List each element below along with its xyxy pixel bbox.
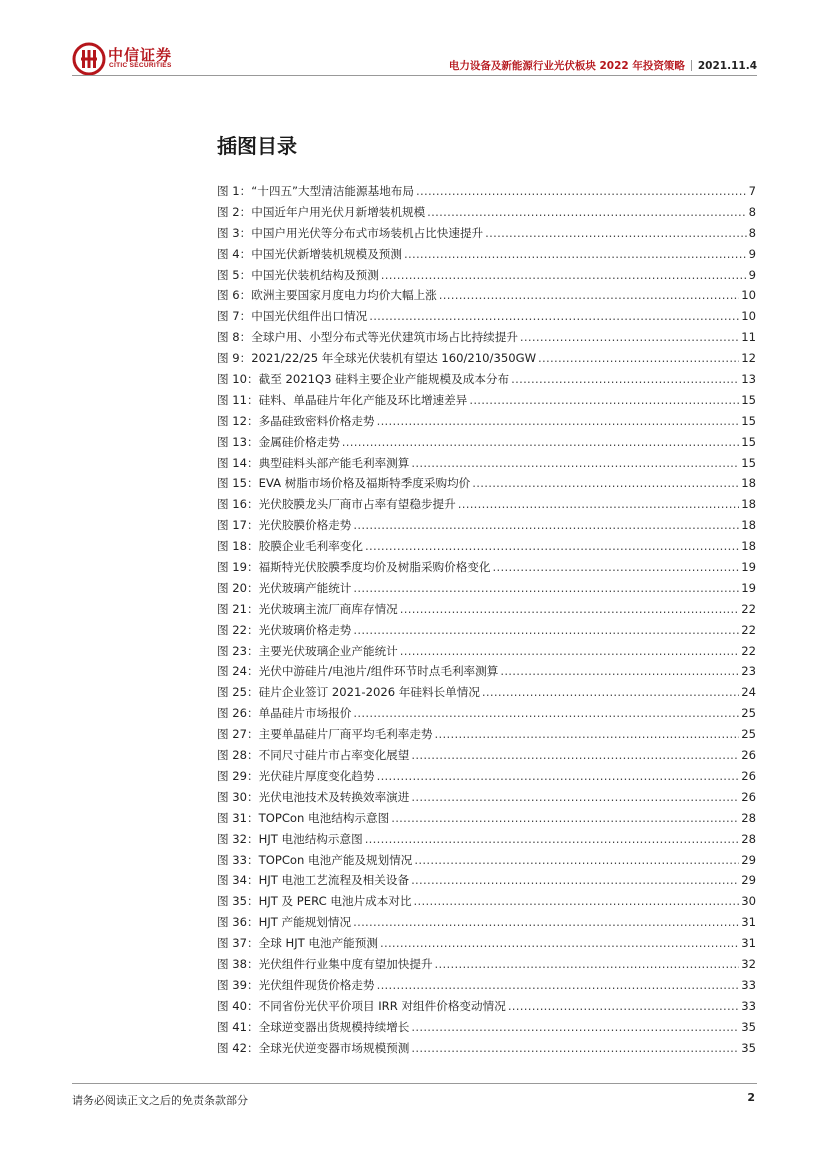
toc-entry-page: 18 xyxy=(741,497,756,512)
toc-entry-title: 图 36：HJT 产能规划情况 xyxy=(217,915,352,930)
toc-leader-dots xyxy=(411,1041,739,1055)
toc-entry-page: 22 xyxy=(741,601,756,616)
toc-entry-title: 图 6：欧洲主要国家月度电力均价大幅上涨 xyxy=(217,288,437,303)
toc-entry-page: 26 xyxy=(741,789,756,804)
toc-leader-dots xyxy=(485,226,746,240)
report-header xyxy=(449,58,757,73)
toc-entry[interactable] xyxy=(217,413,756,434)
toc-entry-page: 29 xyxy=(741,852,756,867)
toc-entry-page: 23 xyxy=(741,664,756,679)
toc-entry-page: 15 xyxy=(741,392,756,407)
toc-leader-dots xyxy=(411,873,739,887)
toc-entry[interactable] xyxy=(217,559,756,580)
toc-entry-title: 图 5：中国光伏装机结构及预测 xyxy=(217,267,379,282)
toc-leader-dots xyxy=(439,288,739,302)
toc-leader-dots xyxy=(500,664,739,678)
toc-entry-title: 图 7：中国光伏组件出口情况 xyxy=(217,309,368,324)
toc-entry-title: 图 31：TOPCon 电池结构示意图 xyxy=(217,810,390,825)
toc-leader-dots xyxy=(414,853,739,867)
toc-entry-page: 19 xyxy=(741,580,756,595)
header-divider xyxy=(691,60,692,71)
toc-entry-page: 9 xyxy=(748,246,756,261)
toc-leader-dots xyxy=(538,351,739,365)
toc-entry[interactable] xyxy=(217,977,756,998)
toc-entry[interactable] xyxy=(217,371,756,392)
section-title: 插图目录 xyxy=(217,134,297,158)
toc-leader-dots xyxy=(377,414,740,428)
toc-leader-dots xyxy=(404,247,747,261)
toc-entry-title: 图 40：不同省份光伏平价项目 IRR 对组件价格变动情况 xyxy=(217,998,506,1013)
toc-entry-title: 图 21：光伏玻璃主流厂商库存情况 xyxy=(217,601,398,616)
toc-leader-dots xyxy=(416,184,747,198)
toc-entry-page: 31 xyxy=(741,936,756,951)
toc-entry-title: 图 39：光伏组件现货价格走势 xyxy=(217,977,375,992)
toc-entry[interactable] xyxy=(217,329,756,350)
toc-leader-dots xyxy=(365,539,739,553)
toc-leader-dots xyxy=(353,706,739,720)
toc-entry-title: 图 11：硅料、单晶硅片年化产能及环比增速差异 xyxy=(217,392,468,407)
toc-entry-page: 8 xyxy=(748,225,756,240)
toc-entry-title: 图 32：HJT 电池结构示意图 xyxy=(217,831,363,846)
toc-leader-dots xyxy=(482,685,739,699)
toc-entry-page: 33 xyxy=(741,977,756,992)
toc-entry-title: 图 8：全球户用、小型分布式等光伏建筑市场占比持续提升 xyxy=(217,330,518,345)
toc-entry-title: 图 17：光伏胶膜价格走势 xyxy=(217,518,352,533)
toc-entry-page: 25 xyxy=(741,706,756,721)
toc-entry[interactable] xyxy=(217,998,756,1019)
toc-entry-page: 26 xyxy=(741,748,756,763)
toc-leader-dots xyxy=(353,581,739,595)
toc-leader-dots xyxy=(377,769,740,783)
toc-leader-dots xyxy=(353,915,739,929)
citic-logo xyxy=(72,42,192,82)
toc-entry-page: 28 xyxy=(741,831,756,846)
toc-leader-dots xyxy=(411,748,739,762)
toc-leader-dots xyxy=(508,999,739,1013)
toc-entry-title: 图 37：全球 HJT 电池产能预测 xyxy=(217,936,378,951)
toc-entry[interactable] xyxy=(217,935,756,956)
logo-english-name: CITIC SECURITIES xyxy=(109,62,172,69)
toc-entry[interactable] xyxy=(217,350,756,371)
toc-entry-page: 26 xyxy=(741,768,756,783)
toc-entry[interactable] xyxy=(217,789,756,810)
toc-entry-page: 12 xyxy=(741,351,756,366)
toc-leader-dots xyxy=(472,476,739,490)
toc-leader-dots xyxy=(342,435,739,449)
toc-entry-title: 图 10：截至 2021Q3 硅料主要企业产能规模及成本分布 xyxy=(217,372,510,387)
toc-entry[interactable] xyxy=(217,225,756,246)
toc-entry[interactable] xyxy=(217,455,756,476)
toc-entry-title: 图 19：福斯特光伏胶膜季度均价及树脂采购价格变化 xyxy=(217,560,491,575)
toc-leader-dots xyxy=(469,393,739,407)
toc-leader-dots xyxy=(511,372,739,386)
toc-leader-dots xyxy=(380,936,739,950)
toc-entry-title: 图 38：光伏组件行业集中度有望加快提升 xyxy=(217,956,433,971)
toc-entry-page: 29 xyxy=(741,873,756,888)
toc-entry-title: 图 4：中国光伏新增装机规模及预测 xyxy=(217,246,402,261)
toc-leader-dots xyxy=(458,497,740,511)
toc-leader-dots xyxy=(381,268,747,282)
toc-entry[interactable] xyxy=(217,204,756,225)
toc-entry[interactable] xyxy=(217,663,756,684)
toc-entry[interactable] xyxy=(217,810,756,831)
toc-entry[interactable] xyxy=(217,893,756,914)
toc-entry-title: 图 9：2021/22/25 年全球光伏装机有望达 160/210/350GW xyxy=(217,351,537,366)
toc-entry-title: 图 1：“十四五”大型清洁能源基地布局 xyxy=(217,184,414,198)
toc-entry[interactable] xyxy=(217,267,756,288)
toc-entry[interactable] xyxy=(217,622,756,643)
footer-rule xyxy=(72,1083,757,1084)
toc-entry-title: 图 18：胶膜企业毛利率变化 xyxy=(217,539,363,554)
toc-entry-page: 15 xyxy=(741,455,756,470)
toc-entry-title: 图 26：单晶硅片市场报价 xyxy=(217,706,352,721)
toc-entry-page: 15 xyxy=(741,434,756,449)
toc-entry-title: 图 14：典型硅料头部产能毛利率测算 xyxy=(217,455,410,470)
toc-entry[interactable] xyxy=(217,538,756,559)
toc-entry-page: 31 xyxy=(741,915,756,930)
toc-entry[interactable] xyxy=(217,768,756,789)
toc-leader-dots xyxy=(411,1020,739,1034)
toc-entry-page: 35 xyxy=(741,1019,756,1034)
toc-leader-dots xyxy=(353,623,739,637)
toc-entry-page: 9 xyxy=(748,267,756,282)
toc-entry-title: 图 29：光伏硅片厚度变化趋势 xyxy=(217,768,375,783)
toc-entry[interactable] xyxy=(217,308,756,329)
toc-leader-dots xyxy=(411,790,739,804)
report-title: 电力设备及新能源行业光伏板块 2022 年投资策略 xyxy=(448,60,685,72)
toc-entry-page: 18 xyxy=(741,476,756,491)
toc-entry-title: 图 16：光伏胶膜龙头厂商市占率有望稳步提升 xyxy=(217,497,456,512)
toc-entry[interactable] xyxy=(217,475,756,496)
toc-leader-dots xyxy=(377,978,740,992)
toc-entry-page: 18 xyxy=(741,539,756,554)
toc-entry-title: 图 12：多晶硅致密料价格走势 xyxy=(217,413,375,428)
toc-entry-page: 35 xyxy=(741,1040,756,1055)
toc-entry-page: 15 xyxy=(741,413,756,428)
toc-entry-title: 图 35：HJT 及 PERC 电池片成本对比 xyxy=(217,894,412,909)
toc-entry[interactable] xyxy=(217,287,756,308)
toc-entry[interactable] xyxy=(217,831,756,852)
toc-entry-page: 24 xyxy=(741,685,756,700)
toc-entry[interactable] xyxy=(217,246,756,267)
toc-leader-dots xyxy=(493,560,740,574)
toc-leader-dots xyxy=(427,205,746,219)
toc-entry-page: 10 xyxy=(741,309,756,324)
toc-entry[interactable] xyxy=(217,1040,756,1061)
toc-entry[interactable] xyxy=(217,914,756,935)
toc-leader-dots xyxy=(414,894,740,908)
toc-entry-title: 图 25：硅片企业签订 2021-2026 年硅料长单情况 xyxy=(217,685,480,700)
toc-entry-title: 图 28：不同尺寸硅片市占率变化展望 xyxy=(217,748,410,763)
toc-entry-page: 13 xyxy=(741,372,756,387)
toc-entry-page: 32 xyxy=(741,956,756,971)
toc-entry[interactable] xyxy=(217,392,756,413)
toc-entry[interactable] xyxy=(217,580,756,601)
toc-entry-page: 7 xyxy=(748,184,756,198)
toc-leader-dots xyxy=(411,456,739,470)
page-number: 2 xyxy=(747,1091,755,1104)
toc-entry-page: 30 xyxy=(741,894,756,909)
toc-leader-dots xyxy=(435,727,740,741)
toc-entry-title: 图 42：全球光伏逆变器市场规模预测 xyxy=(217,1040,410,1055)
toc-leader-dots xyxy=(400,602,739,616)
footer-disclaimer: 请务必阅读正文之后的免责条款部分 xyxy=(72,1094,248,1107)
toc-entry-page: 10 xyxy=(741,288,756,303)
toc-entry[interactable] xyxy=(217,956,756,977)
toc-entry[interactable] xyxy=(217,872,756,893)
toc-entry-page: 19 xyxy=(741,560,756,575)
toc-entry[interactable] xyxy=(217,183,756,204)
toc-leader-dots xyxy=(520,330,739,344)
toc-entry-page: 25 xyxy=(741,727,756,742)
toc-entry[interactable] xyxy=(217,434,756,455)
toc-entry-title: 图 20：光伏玻璃产能统计 xyxy=(217,580,352,595)
toc-entry[interactable] xyxy=(217,1019,756,1040)
toc-entry-title: 图 2：中国近年户用光伏月新增装机规模 xyxy=(217,204,426,219)
toc-entry[interactable] xyxy=(217,747,756,768)
toc-entry-title: 图 22：光伏玻璃价格走势 xyxy=(217,622,352,637)
toc-entry[interactable] xyxy=(217,726,756,747)
report-date: 2021.11.4 xyxy=(697,59,757,72)
toc-entry-page: 28 xyxy=(741,810,756,825)
toc-leader-dots xyxy=(391,811,739,825)
toc-entry-title: 图 24：光伏中游硅片/电池片/组件环节时点毛利率测算 xyxy=(217,664,499,679)
figure-table-of-contents xyxy=(217,183,756,1060)
citic-logo-icon xyxy=(72,42,106,76)
toc-entry-title: 图 33：TOPCon 电池产能及规划情况 xyxy=(217,852,413,867)
toc-leader-dots xyxy=(400,644,739,658)
toc-entry-title: 图 30：光伏电池技术及转换效率演进 xyxy=(217,789,410,804)
toc-leader-dots xyxy=(353,518,739,532)
toc-entry-page: 18 xyxy=(741,518,756,533)
toc-leader-dots xyxy=(369,309,739,323)
toc-entry[interactable] xyxy=(217,705,756,726)
toc-entry-page: 22 xyxy=(741,643,756,658)
logo-chinese-name: 中信证券 xyxy=(108,46,173,64)
toc-entry-page: 22 xyxy=(741,622,756,637)
toc-entry-page: 11 xyxy=(741,330,756,345)
toc-entry-title: 图 3：中国户用光伏等分布式市场装机占比快速提升 xyxy=(217,225,484,240)
toc-entry-title: 图 15：EVA 树脂市场价格及福斯特季度采购均价 xyxy=(217,476,471,491)
toc-entry-title: 图 23：主要光伏玻璃企业产能统计 xyxy=(217,643,398,658)
toc-entry[interactable] xyxy=(217,496,756,517)
toc-leader-dots xyxy=(435,957,740,971)
header-rule xyxy=(72,75,757,76)
toc-entry-page: 8 xyxy=(748,204,756,219)
toc-entry-title: 图 34：HJT 电池工艺流程及相关设备 xyxy=(217,873,410,888)
toc-entry[interactable] xyxy=(217,601,756,622)
toc-entry-title: 图 41：全球逆变器出货规模持续增长 xyxy=(217,1019,410,1034)
toc-entry-page: 33 xyxy=(741,998,756,1013)
toc-entry-title: 图 27：主要单晶硅片厂商平均毛利率走势 xyxy=(217,727,433,742)
toc-entry[interactable] xyxy=(217,517,756,538)
toc-leader-dots xyxy=(365,832,740,846)
toc-entry[interactable] xyxy=(217,643,756,664)
toc-entry-title: 图 13：金属硅价格走势 xyxy=(217,434,340,449)
toc-entry[interactable] xyxy=(217,684,756,705)
toc-entry[interactable] xyxy=(217,852,756,873)
